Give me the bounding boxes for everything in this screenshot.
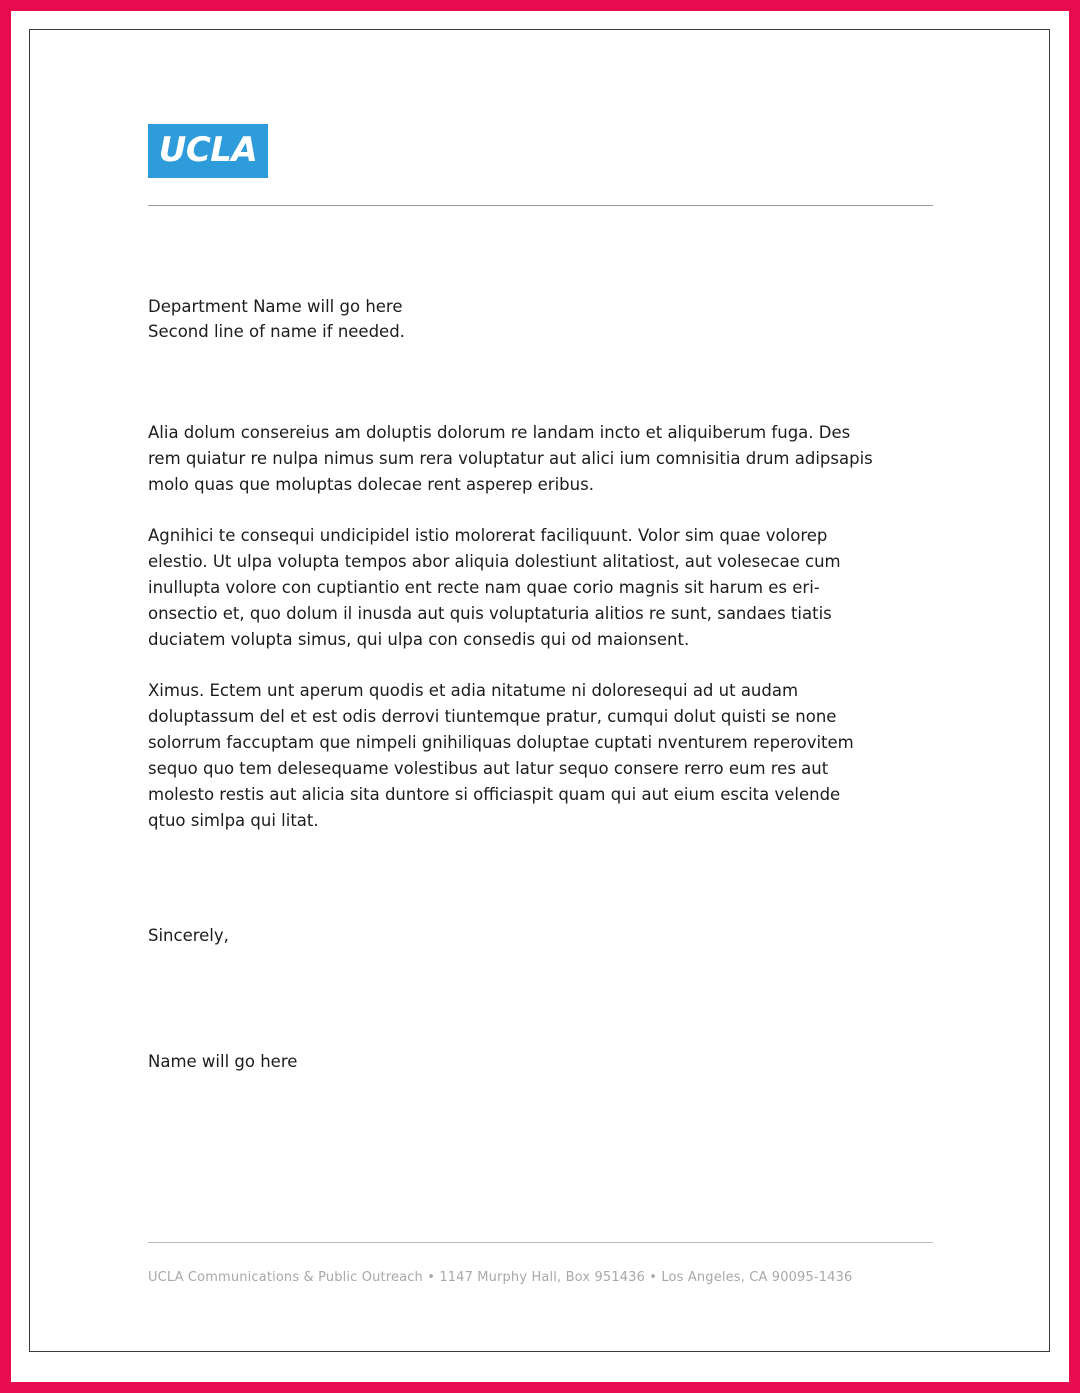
department-name [148, 294, 948, 344]
letter-closing: Sincerely, [148, 926, 229, 945]
department-name-line2: Second line of name if needed. [148, 322, 405, 341]
ucla-wordmark-icon [148, 124, 268, 178]
footer-divider [148, 1242, 933, 1243]
letter-paragraph: Ximus. Ectem unt aperum quodis et adia nitatume ni doloresequi ad ut audam doluptassum del et est odis derrovi tiuntemque pratur, cumqui dolut quisti se none solorrum faccuptam que nimpeli gnihiliquas doluptae cuptati nventurem reperovitem sequo quo tem delesequame volestibus aut latur sequo consere rerro eum res aut molesto restis aut alicia sita duntore si officiaspit quam qui aut eium escita velende qtuo simlpa qui litat. [148, 681, 854, 830]
letter-body [148, 420, 878, 834]
letterhead-page [29, 29, 1050, 1352]
page-content [30, 30, 1049, 1351]
department-name-line1: Department Name will go here [148, 297, 403, 316]
ucla-logo-text: UCLA [158, 130, 258, 170]
header-divider [148, 205, 933, 206]
ucla-logo [148, 124, 268, 178]
letter-paragraph: Alia dolum consereius am doluptis dolorum re landam incto et aliquiberum fuga. Des rem quiatur re nulpa nimus sum rera voluptatur aut alici ium comnisitia drum adipsapis molo quas que moluptas dolecae rent asperep eribus. [148, 423, 873, 494]
signature-name: Name will go here [148, 1052, 298, 1071]
letter-paragraph: Agnihici te consequi undicipidel istio molorerat faciliquunt. Volor sim quae volorep elestio. Ut ulpa volupta tempos abor aliquia dolestiunt alitatiost, aut volesecae cum inullupta volore con cuptiantio ent recte nam quae corio magnis sit harum es eri-onsectio et, quo dolum il inusda aut quis voluptaturia alitios re sunt, sandaes tiatis duciatem volupta simus, qui ulpa con consedis qui od maionsent. [148, 526, 841, 649]
footer-address: UCLA Communications & Public Outreach • 1147 Murphy Hall, Box 951436 • Los Angeles, CA 90095-1436 [148, 1270, 853, 1285]
